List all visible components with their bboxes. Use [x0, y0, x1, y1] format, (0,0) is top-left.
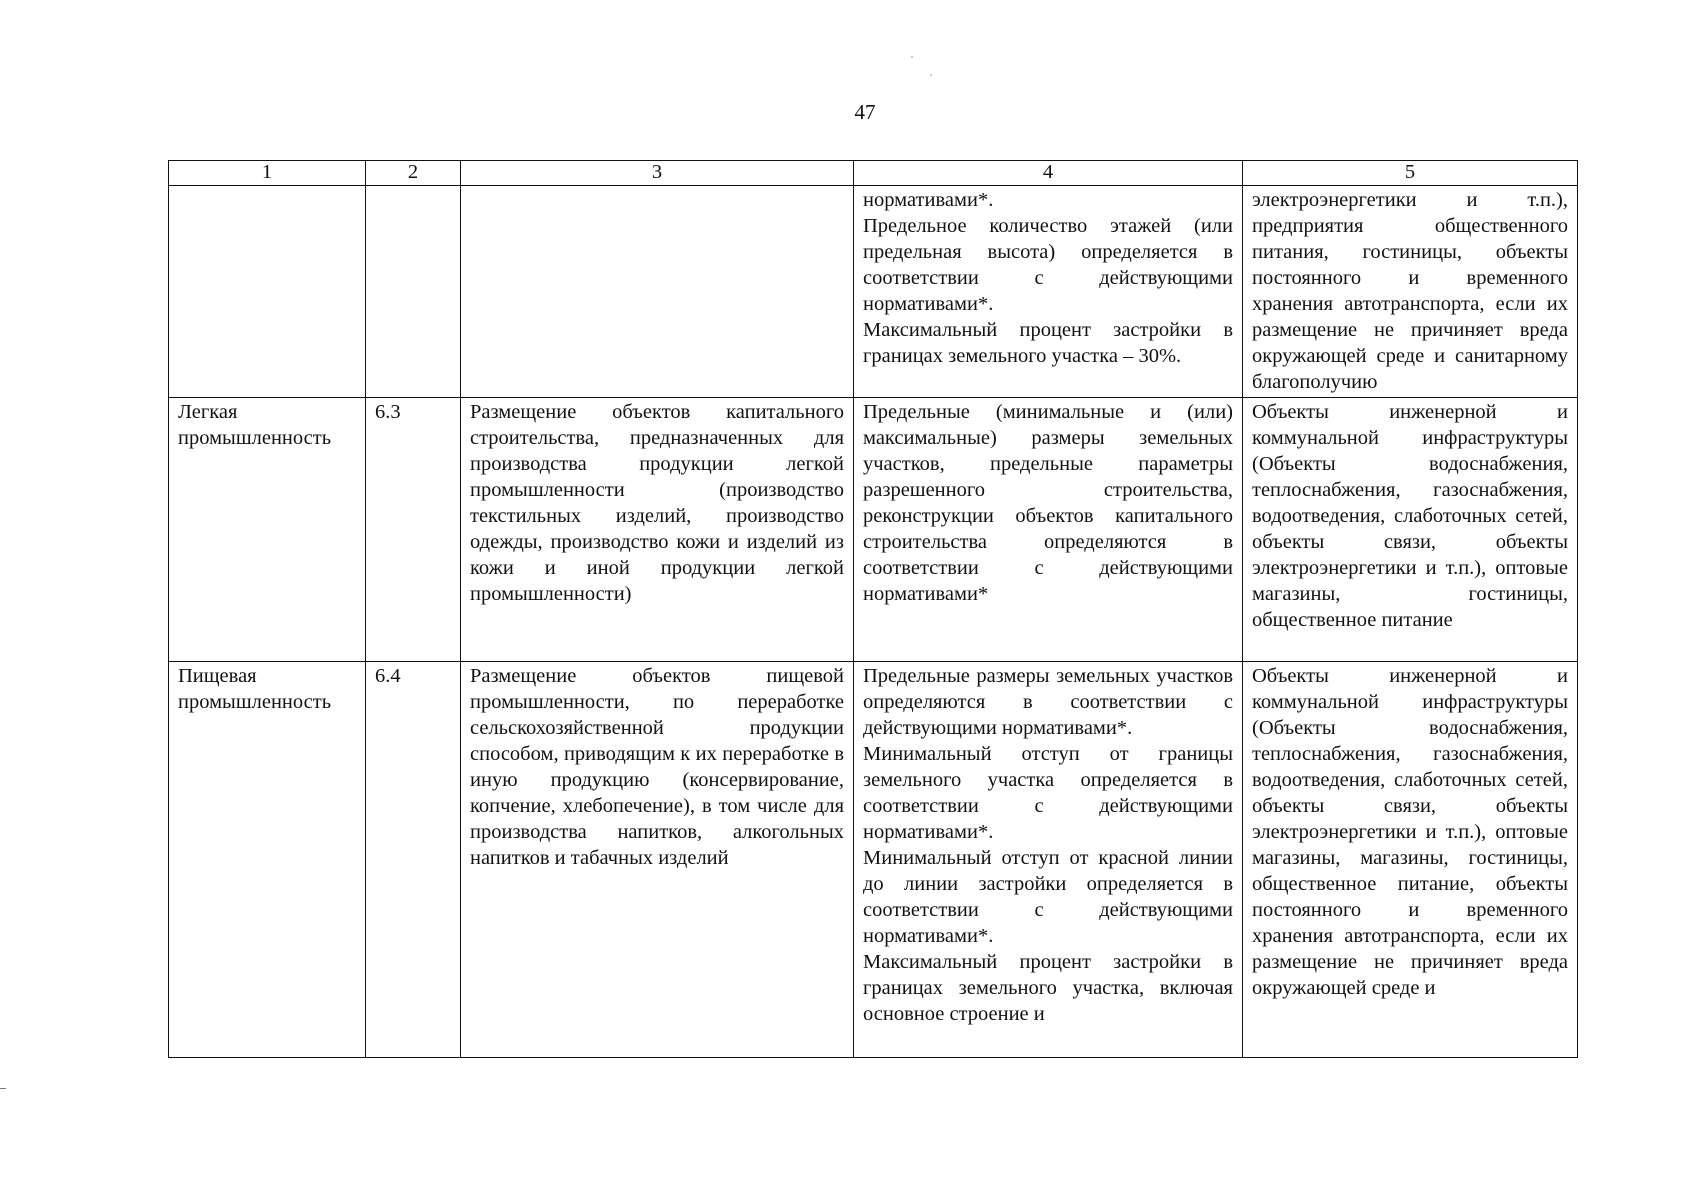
column-header-5: 5: [1243, 161, 1578, 186]
cell-auxiliary-uses: [1243, 398, 1578, 662]
auxiliary-text: электроэнергетики и т.п.), предприятия общественного питания, гостиницы, объекты постоянного и временного хранения автотранспорта, если их размещение не причиняет вреда окружающей среде и санитарному благополучию: [1252, 189, 1568, 393]
cell-activity-code: 6.3: [366, 398, 461, 662]
table-row-food-industry: [169, 662, 1578, 1058]
table-row-light-industry: [169, 398, 1578, 662]
description-text: Размещение объектов капитального строительства, предназначенных для производства продукции легкой промышленности (производство текстильных изделий, производство одежды, производство кожи и изделий из кожи и иной продукции легкой промышленности): [470, 401, 844, 605]
parameter-text: Минимальный отступ от границы земельного участка определяется в соответствии с действующими нормативами*.: [863, 743, 1233, 843]
parameter-text: Минимальный отступ от красной линии до линии застройки определяется в соответствии с действующими нормативами*.: [863, 847, 1233, 947]
cell-activity-code: 6.4: [366, 662, 461, 1058]
column-header-1: 1: [169, 161, 366, 186]
cell-parameters: [854, 398, 1243, 662]
cell-auxiliary-uses: [1243, 662, 1578, 1058]
cell-parameters: [854, 662, 1243, 1058]
cell-auxiliary-uses: [1243, 186, 1578, 398]
scan-edge-mark: [0, 1088, 6, 1089]
table-row-continuation: [169, 186, 1578, 398]
parameter-text: Предельное количество этажей (или предельная высота) определяется в соответствии с действующими нормативами*.: [863, 215, 1233, 315]
scan-speck: [930, 74, 932, 76]
description-text: Размещение объектов пищевой промышленности, по переработке сельскохозяйственной продукции способом, приводящим к их переработке в иную продукцию (консервирование, копчение, хлебопечение), в том числе для производства напитков, алкогольных напитков и табачных изделий: [470, 665, 844, 869]
cell-activity-name: [169, 186, 366, 398]
cell-activity-description: [461, 398, 854, 662]
cell-activity-description: [461, 662, 854, 1058]
cell-activity-name: Пищевая промышленность: [169, 662, 366, 1058]
cell-parameters: [854, 186, 1243, 398]
parameter-text: Предельные размеры земельных участков определяются в соответствии с действующими нормативами*.: [863, 665, 1233, 739]
zoning-table: [168, 160, 1578, 1058]
column-header-4: 4: [854, 161, 1243, 186]
cell-activity-code: [366, 186, 461, 398]
cell-activity-description: [461, 186, 854, 398]
page-number: 47: [854, 100, 876, 124]
table-header: [169, 161, 1578, 186]
auxiliary-text: Объекты инженерной и коммунальной инфраструктуры (Объекты водоснабжения, теплоснабжения, газоснабжения, водоотведения, слаботочных сетей, объекты связи, объекты электроэнергетики и т.п.), оптовые магазины, магазины, гостиницы, общественное питание, объекты постоянного и временного хранения автотранспорта, если их размещение не причиняет вреда окружающей среде и: [1252, 665, 1568, 999]
auxiliary-text: Объекты инженерной и коммунальной инфраструктуры (Объекты водоснабжения, теплоснабжения, газоснабжения, водоотведения, слаботочных сетей, объекты связи, объекты электроэнергетики и т.п.), оптовые магазины, гостиницы, общественное питание: [1252, 401, 1568, 631]
column-header-2: 2: [366, 161, 461, 186]
cell-activity-name: Легкая промышленность: [169, 398, 366, 662]
parameter-text: Предельные (минимальные и (или) максимальные) размеры земельных участков, предельные параметры разрешенного строительства, реконструкции объектов капитального строительства определяются в соответствии с действующими нормативами*: [863, 401, 1233, 605]
parameter-text: нормативами*.: [863, 189, 994, 211]
parameter-text: Максимальный процент застройки в границах земельного участка – 30%.: [863, 319, 1233, 367]
scan-speck: [911, 56, 913, 58]
column-header-3: 3: [461, 161, 854, 186]
parameter-text: Максимальный процент застройки в границах земельного участка, включая основное строение и: [863, 951, 1233, 1025]
